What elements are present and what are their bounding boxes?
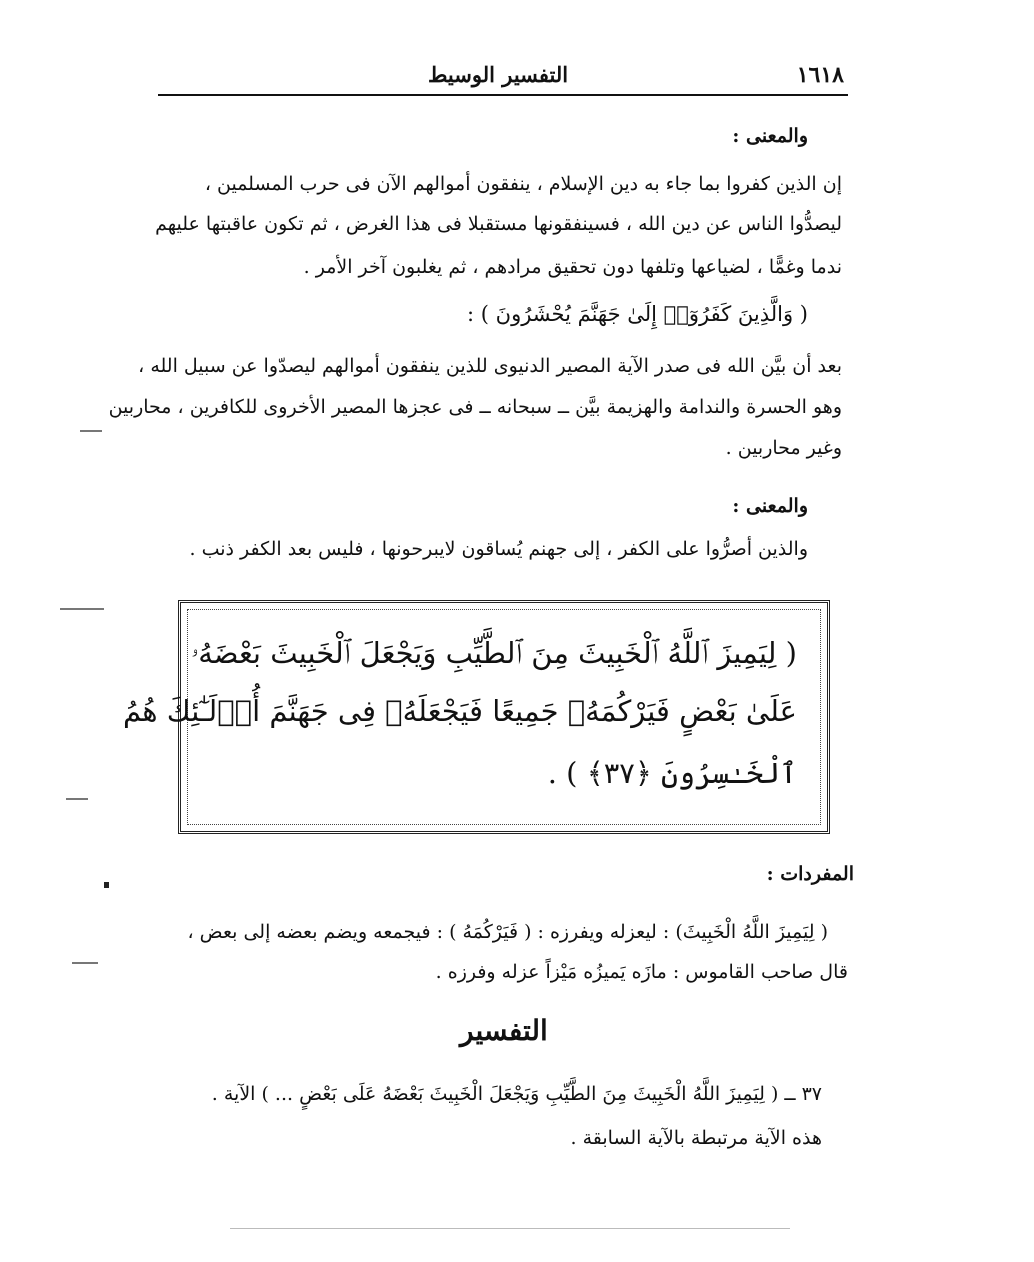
paragraph-2-line-3: وغير محاربين . [725,437,842,459]
scan-mark [230,1228,790,1229]
paragraph-3: والذين أصرُّوا على الكفر ، إلى جهنم يُساقون لايبرحونها ، فليس بعد الكفر ذنب . [189,538,808,560]
paragraph-2-line-2: وهو الحسرة والندامة والهزيمة بيَّن ــ سبحانه ــ فى عجزها المصير الأخروى للكافرين ، محاربين [108,396,842,418]
verse-line-1: ( لِيَمِيزَ ٱللَّهُ ٱلْخَبِيثَ مِنَ ٱلطَّيِّبِ وَيَجْعَلَ ٱلْخَبِيثَ بَعْضَهُۥ [191,636,797,670]
tafsir-heading: التفسير [460,1014,548,1047]
scan-mark [66,798,88,800]
verse-line-3: ٱلْخَـٰسِرُونَ ﴿٣٧﴾ ) . [547,756,797,790]
page-header [158,58,848,96]
verse-quote: ( وَالَّذِينَ كَفَرُوٓا۟ إِلَىٰ جَهَنَّمَ يُحْشَرُونَ ) : [467,302,808,326]
paragraph-2-line-1: بعد أن بيَّن الله فى صدر الآية المصير الدنيوى للذين ينفقون أموالهم ليصدّوا عن سبيل الله ، [138,355,842,377]
tafsir-line-1: ٣٧ ــ ( لِيَمِيزَ اللَّهُ الْخَبِيثَ مِنَ الطَّيِّبِ وَيَجْعَلَ الْخَبِيثَ بَعْضَهُ عَلَى بَعْضٍ ... ) الآية . [211,1083,822,1105]
paragraph-1-line-1: إن الذين كفروا بما جاء به دين الإسلام ، ينفقون أموالهم الآن فى حرب المسلمين ، [204,173,842,195]
quran-verse-frame [122,600,830,834]
scan-mark [60,608,104,610]
tafsir-line-2: هذه الآية مرتبطة بالآية السابقة . [570,1127,822,1149]
vocabulary-line-2: قال صاحب القاموس : مازَه يَميزُه مَيْزاً عزله وفرزه . [435,961,848,983]
meaning-heading-1: والمعنى : [732,125,808,147]
page-number: ١٦١٨ [796,62,844,88]
scan-mark [72,962,98,964]
vocabulary-heading: المفردات : [766,863,854,885]
meaning-heading-2: والمعنى : [732,495,808,517]
verse-line-2: عَلَىٰ بَعْضٍ فَيَرْكُمَهُۥ جَمِيعًا فَيَجْعَلَهُۥ فِى جَهَنَّمَ أُو۟لَـٰٓئِكَ هُمُ [122,694,797,728]
paragraph-1-line-3: ندما وغمًّا ، لضياعها وتلفها دون تحقيق مرادهم ، ثم يغلبون آخر الأمر . [303,256,842,278]
paragraph-1-line-2: ليصدُّوا الناس عن دين الله ، فسينفقونها مستقبلا فى هذا الغرض ، ثم تكون عاقبتها عليهم [155,213,842,235]
vocabulary-line-1: ( لِيَمِيزَ اللَّهُ الْخَبِيثَ) : ليعزله ويفرزه : ( فَيَرْكُمَهُ ) : فيجمعه ويضم بعضه إلى بعض ، [187,921,828,943]
scan-mark [104,882,109,888]
scan-mark [80,430,102,432]
running-title: التفسير الوسيط [428,62,569,87]
